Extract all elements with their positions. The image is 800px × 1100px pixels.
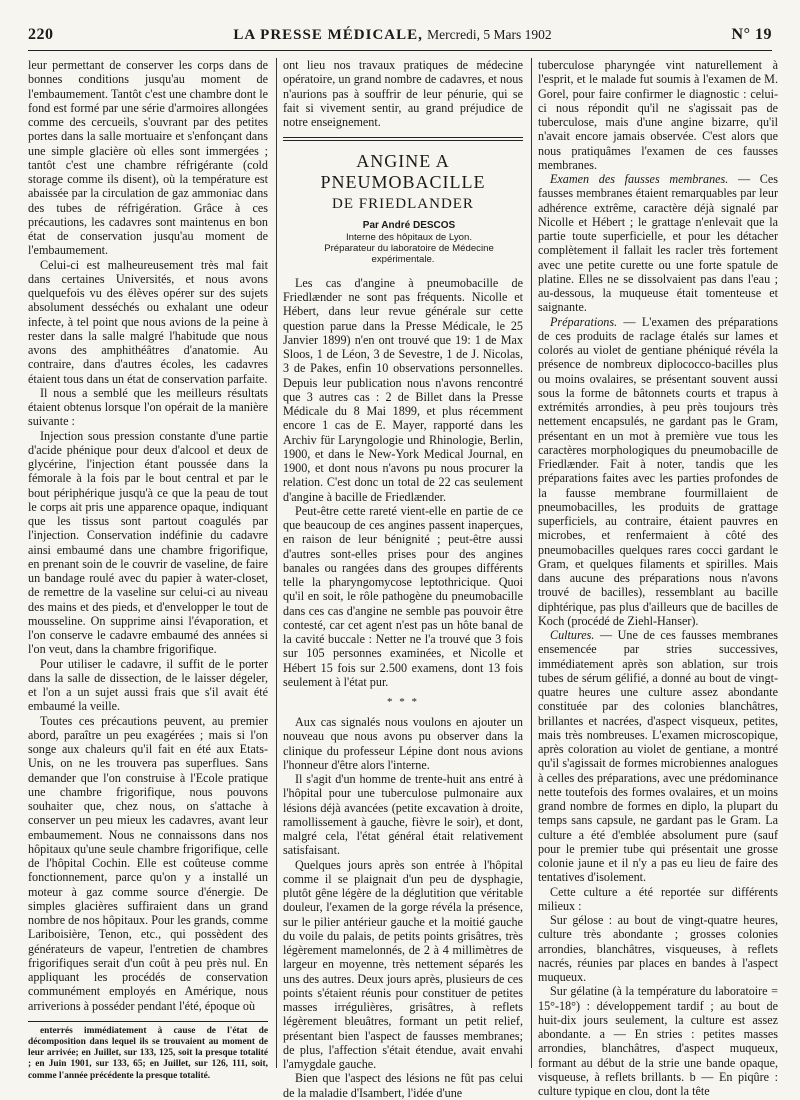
footnote: enterrés immédiatement à cause de l'état de décomposition dans lequel ils se trouvaient au moment de leur arrivée; en Juillet, sur 133, 125, soit la presque totalité ; en Juin 1901, sur 133, 65; en Juillet, sur 126, 111, soit, comme l'année précédente la presque totalité.	[28, 1025, 268, 1081]
header-rule	[28, 50, 772, 51]
article-separator	[283, 137, 523, 141]
paragraph: Il s'agit d'un homme de trente-huit ans entré à l'hôpital pour une tuberculose pulmonaire aux lésions déjà avancées (petite excavation à droite, ramollissement à gauche, fièvre le soir), et dont, malgré cela, l'état général était relativement satisfaisant.	[283, 772, 523, 858]
paragraph: Aux cas signalés nous voulons en ajouter un nouveau que nous avons pu observer dans la clinique du professeur Lépine dont nous avions l'honneur d'être alors l'interne.	[283, 715, 523, 772]
paragraph	[538, 315, 778, 629]
paragraph: Les cas d'angine à pneumobacille de Friedlænder ne sont pas fréquents. Nicolle et Hébert, dans leur revue générale sur cette question parue dans la Presse Médicale, le 25 Janvier 1899) n'en ont trouvé que 19: 1 de Max Sloos, 1 de Léon, 3 de Sevestre, 1 de J. Nicolas, 3 de Pakes, enfin 10 observations personnelles. Depuis leur publication nous n'avons rencontré que 3 autres cas : 2 de Billet dans la Presse Médicale du 8 Mai 1899, et plus récemment encore 1 cas de E. Mayer, rapporté dans les Archiv für Laryngologie und Rhinologie, Berlin, 1900, et dans le New-York Medical Journal, en 1900, et dont nous n'avons pu nous procurer la relation. C'est donc un total de 22 cas seulement d'angine à bacille de Friedlænder.	[283, 275, 523, 504]
author: Par André DESCOS	[362, 220, 456, 232]
paragraph: Bien que l'aspect des lésions ne fût pas celui de la maladie d'Isambert, l'idée d'une	[283, 1071, 523, 1100]
paragraph: Sur gélose : au bout de vingt-quatre heures, culture très abondante ; grosses colonies arrondies, blanchâtres, visqueuses, à reflets nacrés, réunies par places en bandes à l'aspect muqueux.	[538, 913, 778, 984]
column-divider	[531, 58, 532, 1068]
running-title	[233, 27, 551, 44]
paragraph: Toutes ces précautions peuvent, au premier abord, paraître un peu exagérées ; mais si l'on songe aux chaleurs qu'il fait en été aux Etats-Unis, on ne les trouvera pas superflues. Sans demander que l'on construise à l'Ecole pratique une chambre frigorifique, nous pouvons souhaiter que, chez nous, on s'attache à conserver un peu mieux les cadavres, avant leur embaumement. Nous ne connaissons dans nos hôpitaux qu'une seule chambre frigorifique, celle de l'hôpital Cochin. Elle est coûteuse comme fonctionnement, parce qu'on y a installé un moteur à gaz comme source d'énergie. De simples glacières suffiraient dans un grand nombre de nos hôpitaux. Pour les grands, comme Lariboisière, Tenon, etc., qui possèdent des générateurs de vapeur, l'entretien de chambres frigorifiques serait d'un coût à peu près nul. En appliquant les procédés de conservation communément employés en Amérique, nous arriverions à posséder pendant l'été, époque où	[28, 713, 268, 1013]
page-number: 220	[28, 26, 54, 43]
section-heading: Cultures.	[550, 628, 595, 642]
section-heading: Examen des fausses membranes.	[550, 172, 729, 186]
affiliation: Interne des hôpitaux de Lyon.	[345, 231, 473, 243]
paragraph	[538, 172, 778, 315]
issue-date: Mercredi, 5 Mars 1902	[427, 26, 552, 42]
paragraph: ont lieu nos travaux pratiques de médecine opératoire, un grand nombre de cadavres, et nous n'aurions pas à souffrir de leur pénurie, qui se fait si vivement sentir, au grand préjudice de notre enseignement.	[283, 58, 523, 129]
column-2	[283, 58, 523, 1100]
issue-number: N° 19	[731, 26, 772, 43]
column-1	[28, 58, 268, 1082]
paragraph: Sur gélatine (à la température du laboratoire = 15°-18°) : développement tardif ; au bout de huit-dix jours seulement, la culture est assez abondante. a — En stries : petites masses arrondies, blanchâtres, d'aspect muqueux, formant au début de la strie une bande opaque, visqueuse, à reflets brillants. b — En piqûre : culture typique en clou, dont la tête	[538, 984, 778, 1098]
paragraph: Il nous a semblé que les meilleurs résultats étaient obtenus lorsque l'on opérait de la manière suivante :	[28, 385, 268, 429]
paragraph: Quelques jours après son entrée à l'hôpital comme il se plaignait d'un peu de dysphagie, plutôt gêne légère de la déglutition que véritable douleur, l'examen de la gorge révéla la présence, sur le pilier antérieur gauche et la moitié gauche du voile du palais, de petits points grisâtres, très légèrement mamelonnés, de 2 à 4 millimètres de largeur en moyenne, très nettement séparés les uns des autres. Deux jours après, plusieurs de ces points s'étaient réunis pour constituer de petites masses irrégulières, grisâtres, à reflets légèrement bleuâtres, formant un petit relief, présentant bien l'aspect de fausses membranes; de plus, l'affection s'était étendue, avait envahi l'amygdale gauche.	[283, 857, 523, 1072]
paragraph: Cette culture a été reportée sur différents milieux :	[538, 884, 778, 913]
paragraph: Celui-ci est malheureusement très mal fait dans certaines Universités, et nous avons quelquefois vu des élèves opérer sur des sujets absolument desséchés ou exhalant une odeur infecte, à tel point que nous avions de la peine à rester dans la salle malgré l'habitude que nous avons des amphithéâtres d'anatomie. Au contraire, dans d'autres écoles, les cadavres étaient tous dans un état de conservation parfaite.	[28, 257, 268, 386]
journal-name: LA PRESSE MÉDICALE,	[233, 26, 423, 43]
paragraph: Peut-être cette rareté vient-elle en partie de ce que beaucoup de ces angines passent inaperçues, en raison de leur bénignité ; peut-être aussi d'autres sont-elles prises pour des angines banales ou rangées dans des groupes différents telle la pharyngomycose leptothricique. Quoi qu'il en soit, le rôle pathogène du pneumobacille dans ces cas d'angine ne semble pas pouvoir être contesté, car cet agent n'est pas un hôte banal de la cavité buccale : Netter ne l'a trouvé que 3 fois sur 105 personnes examinées, et Nicolle et Hébert 15 fois sur 2.500 examens, dont 13 fois seulement à l'état pur.	[283, 503, 523, 689]
article-title: ANGINE A PNEUMOBACILLE	[320, 151, 486, 193]
section-text: — L'examen des préparations de ces produits de raclage étalés sur lames et colorés au violet de gentiane phéniqué révéla la présence de nombreux diplococco-bacilles plus ou moins ovalaires, se présentant souvent aussi sous la forme de bâtonnets courts et trapus à extrémités arrondies, à peu près toujours très nettement encapsulés, ne gardant pas le Gram, présentant en un mot à première vue tous les caractères morphologiques du pneumobacille de Friedlænder. Fait à noter, tandis que les préparations faites avec les parties profondes de la fausse membrane fourmillaient de pneumobacilles, les produits de grattage superficiels, au contraire, étaient pauvres en microbes, et renfermaient à côté des pneumobacilles quelques rares cocci gardant le Gram, et quelques filaments et spirilles. Mais dans aucune des préparations nous n'avons trouvé de bacilles), ressemblant au bacille diphtérique, pas plus d'ailleurs que de bacilles de Koch (procédé de Ziehl-Hanser).	[538, 314, 778, 628]
footnote-rule	[28, 1021, 268, 1022]
page-header	[28, 22, 772, 48]
paragraph: Injection sous pression constante d'une partie d'acide phénique pour deux d'alcool et deux de glycérine, l'injection étant poussée dans la fémorale à la fois par le bout central et par le bout périphérique jusqu'à ce que la peau de tout le corps ait pris une apparence opaque, indiquant que les tissus sont partout coagulés par l'injection. Conservation indéfinie du cadavre ainsi embaumé dans une chambre frigorifique, en prenant soin de le couvrir de vaseline, de faire un bandage roulé avec du papier à water-closet, de remettre de la vaseline sur celui-ci au niveau des mains et des pieds, et d'envelopper le tout de mousseline. On supprime ainsi l'évaporation, et l'on conserve le cadavre embaumé des années si l'on veut, dans la chambre frigorifique.	[28, 428, 268, 657]
section-text: — Ces fausses membranes étaient remarquables par leur adhérence extrême, caractère déjà signalé par Nicolle et Hébert ; le grattage n'enlevait que la partie toute superficielle, et pour les détacher complètement il fallait les racler très fortement avec une petite curette ou une forte spatule de platine. Elles ne se dissolvaient pas dans l'eau ; au-dessous, la muqueuse était tomenteuse et saignante.	[538, 172, 778, 315]
section-text: — Une de ces fausses membranes ensemencée par stries successives, immédiatement après son ablation, sur trois tubes de sérum gélifié, a donné au bout de vingt-quatre heures une culture assez abondante constituée par des colonies blanchâtres, brillantes et nacrées, d'aspect visqueux, petites, mais très nombreuses. L'examen microscopique, après coloration au violet de gentiane, a montré qu'il s'agissait de formes microbiennes analogues à celles des préparations, avec une prédominance nette toutefois des formes ovalaires, et un moins grand nombre de formes en diplo, la plupart du temps sans capsule, ne gardant pas le Gram. La culture a été d'emblée absolument pure (sauf pour le premier tube qui présentait une grosse colonie jaune et il n'y a pas eu lieu de faire des tentatives d'isolement.	[538, 628, 778, 885]
affiliation: Préparateur du laboratoire de Médecine expérimentale.	[324, 243, 494, 266]
column-3	[538, 58, 778, 1098]
article-subtitle: DE FRIEDLANDER	[332, 196, 474, 213]
paragraph	[538, 628, 778, 885]
paragraph: Pour utiliser le cadavre, il suffit de le porter dans la salle de dissection, de le laisser dégeler, et l'on a un sujet aussi frais que s'il avait été embaumé la veille.	[28, 656, 268, 714]
paragraph: leur permettant de conserver les corps dans de bonnes conditions jusqu'au moment de l'embaumement. Tantôt c'est une chambre dont le fond est formé par une série d'armoires allongées comme des cercueils, s'ouvrant par des petites portes dans la salle mortuaire et s'enfonçant dans une simple glacière où elles sont immergées ; tantôt c'est une chambre réfrigérante (cold storage comme ils disent), où la température est abaissée par la circulation de gaz ammoniac dans des tubes de réfrigération. Grâce à ces précautions, les cadavres sont maintenus en bon état de conservation jusqu'au moment de l'embaumement.	[28, 58, 268, 258]
column-divider	[276, 58, 277, 1068]
section-heading: Préparations.	[550, 314, 618, 329]
paragraph: tuberculose pharyngée vint naturellement à l'esprit, et le malade fut soumis à l'examen de M. Gorel, pour faire confirmer le diagnostic : celui-ci nous répondit qu'il ne s'agissait pas de tuberculose, mais d'une angine bizarre, qu'il n'avait encore jamais observée. C'est alors que nous pratiquâmes l'examen de ces fausses membranes.	[538, 58, 778, 172]
section-stars: * * *	[387, 696, 419, 709]
